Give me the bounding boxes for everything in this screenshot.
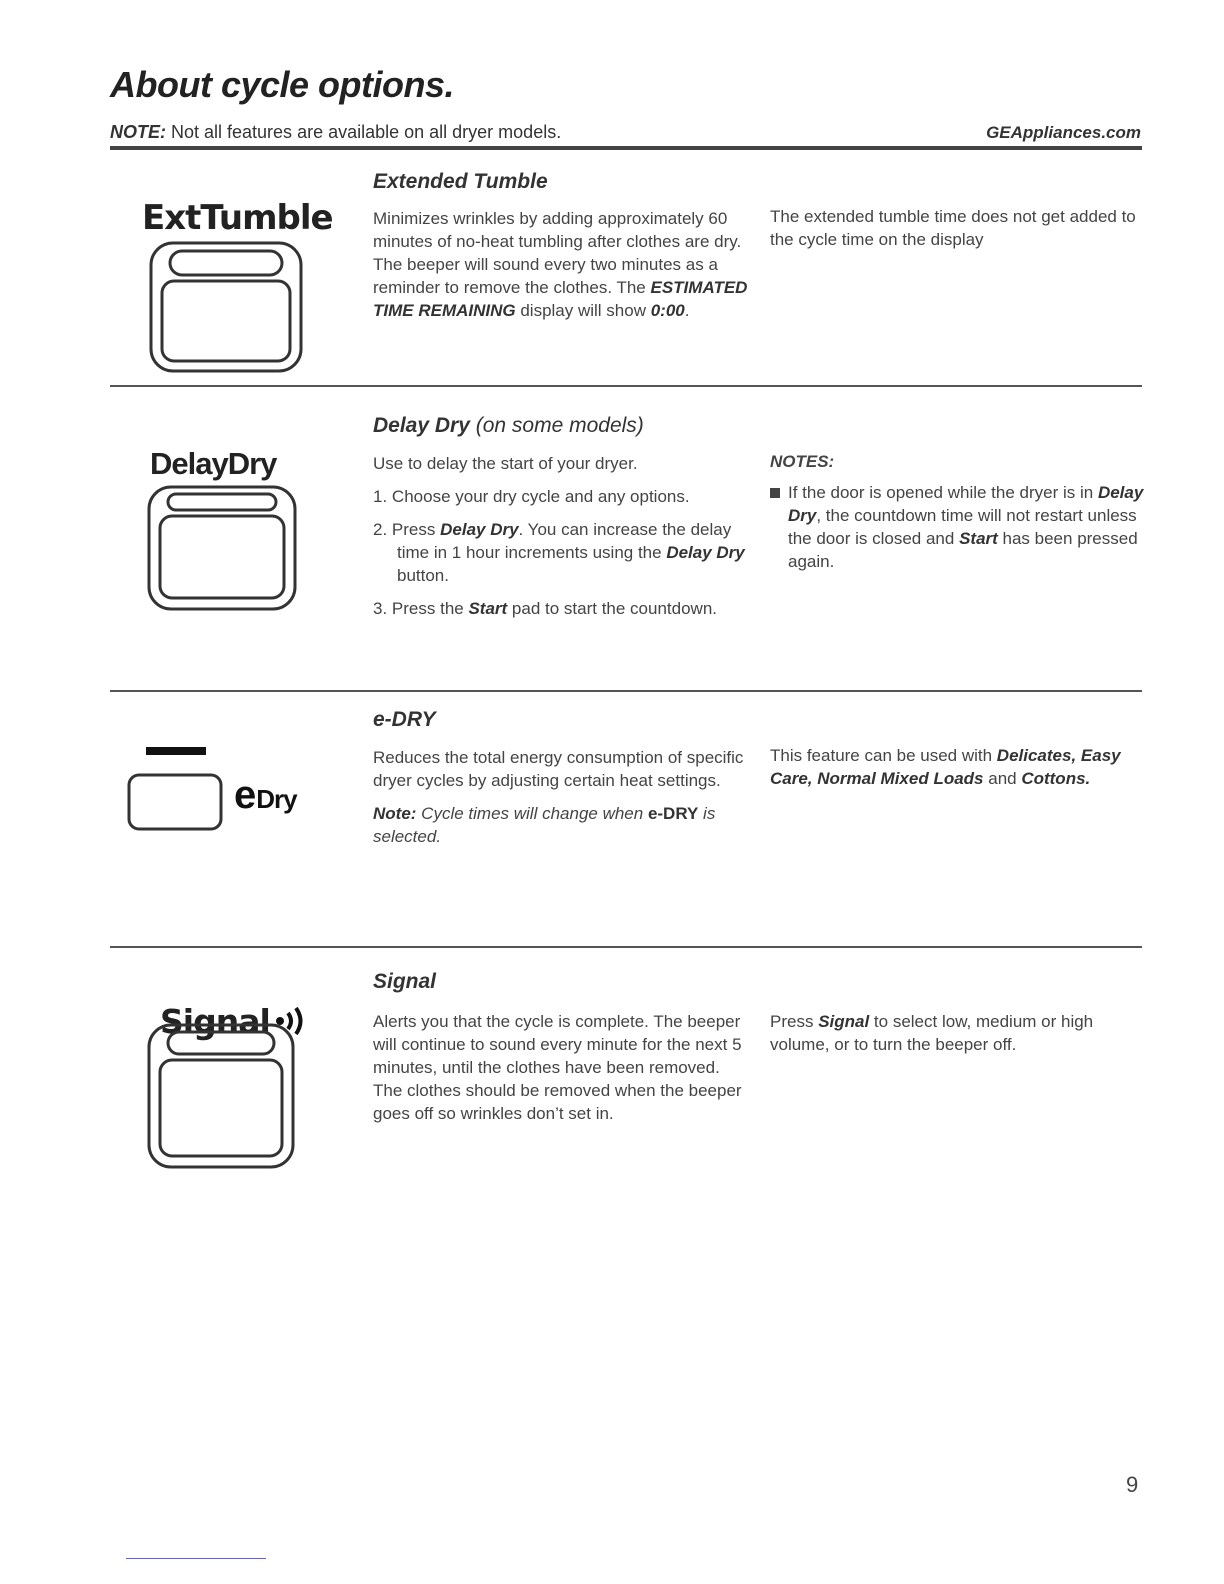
ext-tumble-description: Minimizes wrinkles by adding approximately 60 minutes of no-heat tumbling after clothes are dry. The beeper will sound every two minutes as a reminder to remove the clothes. The ESTIMATED TIME REMAINING display will show 0:00. [373, 209, 748, 320]
delay-dry-notes [770, 450, 1150, 583]
section-divider [110, 946, 1142, 948]
notes-title: NOTES: [770, 452, 835, 471]
signal-label: Signal [160, 1002, 270, 1041]
edry-logo-dry: Dry [256, 784, 297, 814]
note-label: NOTE: [110, 122, 166, 142]
edry-description: Reduces the total energy consumption of specific dryer cycles by adjusting certain heat settings. Note: Cycle times will change when e-DRY is selected. [373, 746, 748, 858]
website-link[interactable]: GEAppliances.com [986, 123, 1141, 142]
button-panel-icon [148, 240, 308, 380]
section-divider [110, 690, 1142, 692]
delay-dry-label: DelayDry [150, 446, 277, 481]
edry-logo [234, 773, 297, 818]
ext-tumble-label: ExtTumble [142, 198, 333, 238]
list-item: 3. Press the Start pad to start the countdown. [373, 599, 718, 618]
note-text: Not all features are available on all dryer models. [166, 122, 562, 142]
ext-tumble-icon-area [110, 198, 350, 238]
edry-heading: e-DRY [373, 708, 436, 731]
square-bullet-icon [770, 488, 780, 498]
list-item: If the door is opened while the dryer is in Delay Dry, the countdown time will not restart unless the door is closed and Start has been pressed again. [770, 481, 1150, 573]
delay-dry-icon-area [110, 446, 350, 482]
button-panel-icon [146, 1022, 306, 1172]
delay-dry-instructions [373, 452, 748, 630]
header-divider [110, 146, 1142, 150]
page-title: About cycle options. [110, 64, 455, 105]
availability-note [110, 122, 561, 143]
delay-dry-heading: Delay Dry (on some models) [373, 414, 644, 437]
ext-tumble-heading: Extended Tumble [373, 170, 548, 193]
signal-description: Alerts you that the cycle is complete. The beeper will continue to sound every minute for the next 5 minutes, until the clothes have been removed. The clothes should be removed when the beeper goes off so wrinkles don’t set in. [373, 1012, 742, 1123]
button-panel-icon [146, 484, 306, 614]
list-item: 2. Press Delay Dry. You can increase the delay time in 1 hour increments using the Delay Dry button. [373, 520, 745, 585]
delay-dry-intro: Use to delay the start of your dryer. [373, 454, 638, 473]
signal-heading: Signal [373, 970, 437, 993]
edry-logo-e: e [234, 773, 257, 817]
list-item: 1. Choose your dry cycle and any options. [373, 487, 690, 506]
footer-link-underline [126, 1558, 266, 1559]
edry-note: Note: Cycle times will change when e-DRY is selected. [373, 804, 716, 846]
ext-tumble-extra: The extended tumble time does not get added to the cycle time on the display [770, 207, 1136, 249]
section-divider [110, 385, 1142, 387]
edry-compatibility: This feature can be used with Delicates, Easy Care, Normal Mixed Loads and Cottons. [770, 746, 1121, 788]
page-number: 9 [1126, 1472, 1139, 1497]
signal-volume: Press Signal to select low, medium or high volume, or to turn the beeper off. [770, 1012, 1094, 1054]
